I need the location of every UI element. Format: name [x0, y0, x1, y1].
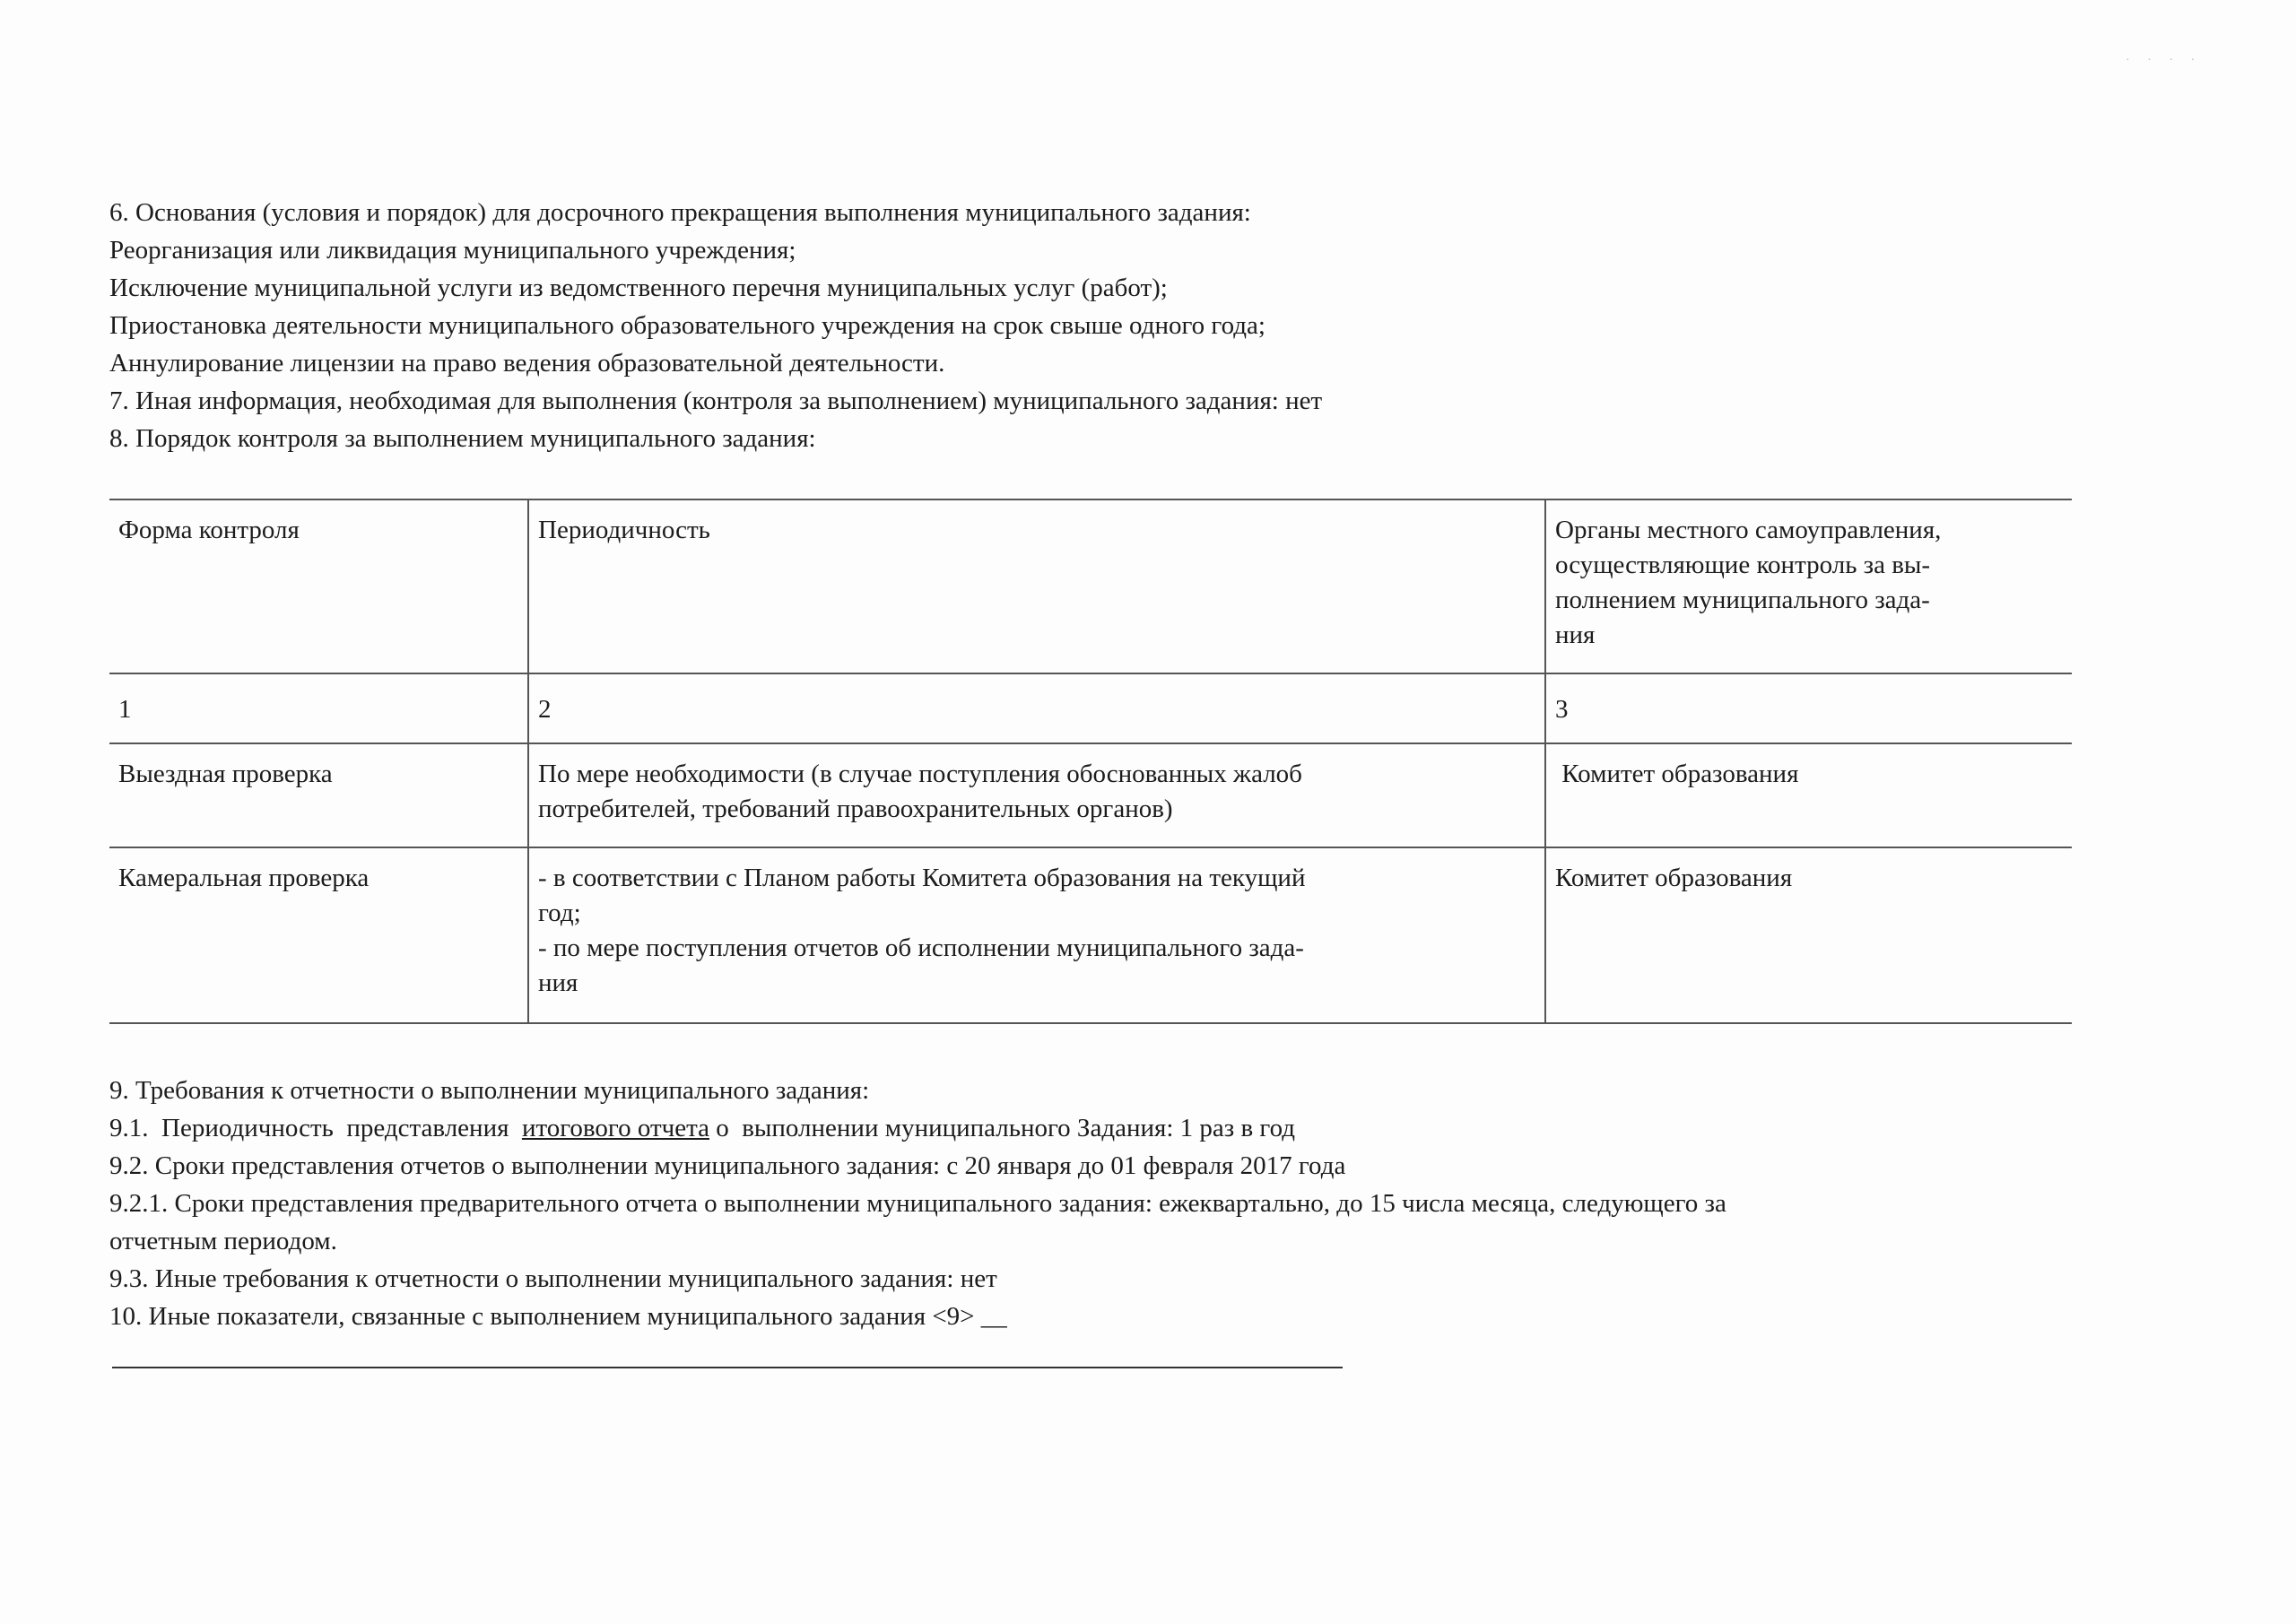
table-header-row — [109, 499, 2072, 673]
section-9-1-suffix: о выполнении муниципального Задания: 1 раз в год — [709, 1114, 1296, 1142]
section-9-2-1-line-2: отчетным периодом. — [109, 1227, 337, 1255]
section-9-heading: 9. Требования к отчетности о выполнении муниципального задания: — [109, 1076, 870, 1105]
row-periodicity — [528, 847, 1545, 1023]
section-9-1-underlined: итогового отчета — [521, 1114, 709, 1142]
row-periodicity-line: По мере необходимости (в случае поступления обоснованных жалоб — [538, 760, 1302, 788]
section-9-3: 9.3. Иные требования к отчетности о выполнении муниципального задания: нет — [109, 1264, 997, 1293]
header-periodicity: Периодичность — [528, 499, 1545, 673]
row-periodicity-line: год; — [538, 899, 581, 927]
scan-artifact: · · · · — [2126, 54, 2203, 67]
section-6-heading: 6. Основания (условия и порядок) для досрочного прекращения выполнения муниципального задания: — [109, 198, 1251, 227]
table-row — [109, 847, 2072, 1023]
section-9-1-prefix: 9.1. Периодичность представления — [109, 1114, 522, 1142]
column-number-3: 3 — [1545, 673, 2072, 743]
column-number-1: 1 — [109, 673, 528, 743]
row-periodicity-line: потребителей, требований правоохранительных органов) — [538, 795, 1173, 823]
header-authority — [1545, 499, 2072, 673]
table-number-row — [109, 673, 2072, 743]
row-authority: Комитет образования — [1545, 743, 2072, 847]
row-control-form: Выездная проверка — [109, 743, 528, 847]
row-periodicity-line: ния — [538, 968, 578, 997]
row-periodicity-line: - по мере поступления отчетов об исполнении муниципального зада- — [538, 934, 1304, 962]
header-authority-line: осуществляющие контроль за вы- — [1555, 551, 1931, 579]
section-6-item-2: Исключение муниципальной услуги из ведомственного перечня муниципальных услуг (работ); — [109, 274, 1168, 302]
section-9-2-1-line-1: 9.2.1. Сроки представления предварительного отчета о выполнении муниципального задания: ежеквартально, до 15 числа месяца, следующего за — [109, 1189, 1726, 1218]
section-8-heading: 8. Порядок контроля за выполнением муниципального задания: — [109, 424, 816, 453]
section-9-2: 9.2. Сроки представления отчетов о выполнении муниципального задания: с 20 января до 01 февраля 2017 года — [109, 1151, 1346, 1180]
row-periodicity-line: - в соответствии с Планом работы Комитета образования на текущий — [538, 864, 1306, 892]
signature-underline — [112, 1367, 1343, 1368]
row-periodicity — [528, 743, 1545, 847]
header-authority-line: ния — [1555, 621, 1596, 649]
section-6-item-3: Приостановка деятельности муниципального образовательного учреждения на срок свыше одного года; — [109, 311, 1265, 340]
column-number-2: 2 — [528, 673, 1545, 743]
section-6-item-4: Аннулирование лицензии на право ведения образовательной деятельности. — [109, 349, 945, 378]
section-9-1 — [109, 1110, 1295, 1146]
header-authority-line: полнением муниципального зада- — [1555, 586, 1930, 614]
table-row — [109, 743, 2072, 847]
header-authority-line: Органы местного самоуправления, — [1555, 516, 1942, 544]
section-10-text: 10. Иные показатели, связанные с выполнением муниципального задания <9> __ — [109, 1302, 1007, 1331]
control-table — [109, 499, 2072, 1024]
row-authority: Комитет образования — [1545, 847, 2072, 1023]
header-control-form: Форма контроля — [109, 499, 528, 673]
section-6-item-1: Реорганизация или ликвидация муниципального учреждения; — [109, 236, 796, 265]
row-control-form: Камеральная проверка — [109, 847, 528, 1023]
section-7-text: 7. Иная информация, необходимая для выполнения (контроля за выполнением) муниципального задания: нет — [109, 386, 1323, 415]
